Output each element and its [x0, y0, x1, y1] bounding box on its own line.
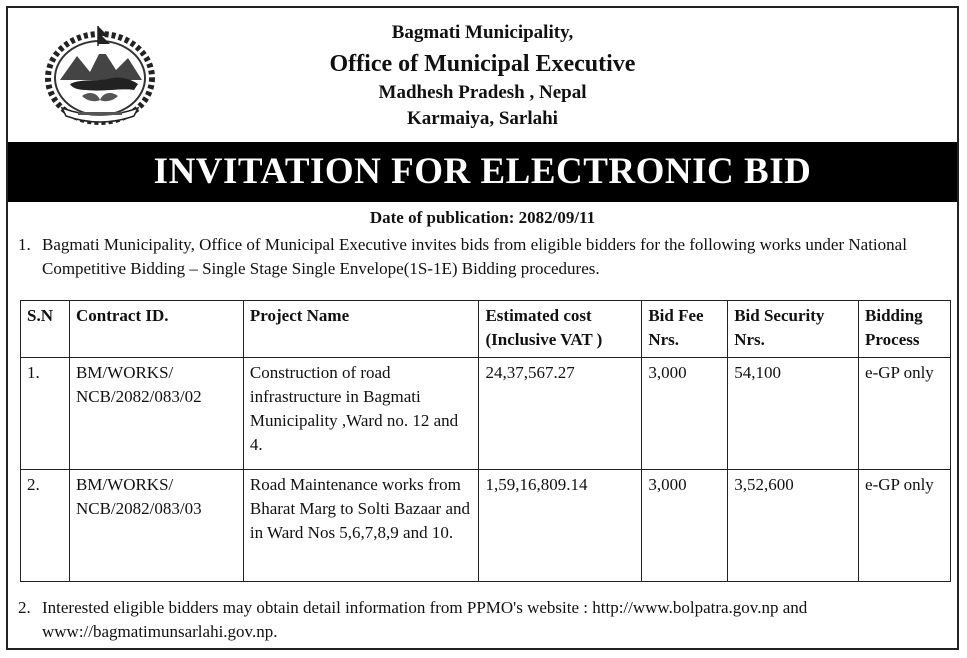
location-name: Karmaiya, Sarlahi: [407, 108, 558, 129]
header-bid-security: Bid Security Nrs.: [728, 301, 859, 358]
province-name: Madhesh Pradesh , Nepal: [378, 82, 587, 103]
paragraph-2: [18, 596, 953, 644]
notice-title-banner: INVITATION FOR ELECTRONIC BID: [8, 142, 957, 202]
notice-header: [8, 8, 957, 142]
cell-bidding-process: e-GP only: [859, 470, 951, 582]
bids-table: [20, 300, 951, 582]
header-estimated-cost: Estimated cost (Inclusive VAT ): [479, 301, 642, 358]
table-header-row: [21, 301, 951, 358]
office-name: Office of Municipal Executive: [329, 51, 636, 77]
paragraph-1-text: Bagmati Municipality, Office of Municipal Executive invites bids from eligible bidders for the following works under National Competitive Bidding – Single Stage Single Envelope(1S-1E) Bidding procedures.: [42, 235, 907, 278]
cell-bid-fee: 3,000: [642, 358, 728, 470]
cell-contract-id: BM/WORKS/ NCB/2082/083/03: [69, 470, 243, 582]
header-bid-fee: Bid Fee Nrs.: [642, 301, 728, 358]
header-project-name: Project Name: [243, 301, 479, 358]
notice-frame: [6, 6, 959, 650]
cell-estimated-cost: 1,59,16,809.14: [479, 470, 642, 582]
cell-bid-security: 3,52,600: [728, 470, 859, 582]
cell-bid-fee: 3,000: [642, 470, 728, 582]
paragraph-1: [18, 233, 953, 281]
cell-bid-security: 54,100: [728, 358, 859, 470]
cell-project-name: Road Maintenance works from Bharat Marg to Solti Bazaar and in Ward Nos 5,6,7,8,9 and 10.: [243, 470, 479, 582]
paragraph-2-text: Interested eligible bidders may obtain detail information from PPMO's website : http://www.bolpatra.gov.np and www://bagmatimunsarlahi.gov.np.: [42, 598, 808, 641]
cell-bidding-process: e-GP only: [859, 358, 951, 470]
cell-contract-id: BM/WORKS/ NCB/2082/083/02: [69, 358, 243, 470]
table-row: [21, 358, 951, 470]
cell-sn: 1.: [21, 358, 70, 470]
cell-sn: 2.: [21, 470, 70, 582]
publication-date: Date of publication: 2082/09/11: [369, 208, 596, 227]
table-row: [21, 470, 951, 582]
header-bidding-process: Bidding Process: [859, 301, 951, 358]
cell-estimated-cost: 24,37,567.27: [479, 358, 642, 470]
header-contract-id: Contract ID.: [69, 301, 243, 358]
municipality-name: Bagmati Municipality,: [391, 22, 574, 43]
cell-project-name: Construction of road infrastructure in Bagmati Municipality ,Ward no. 12 and 4.: [243, 358, 479, 470]
paragraph-1-number: 1.: [18, 235, 31, 254]
paragraph-2-number: 2.: [18, 598, 31, 617]
header-sn: S.N: [21, 301, 70, 358]
